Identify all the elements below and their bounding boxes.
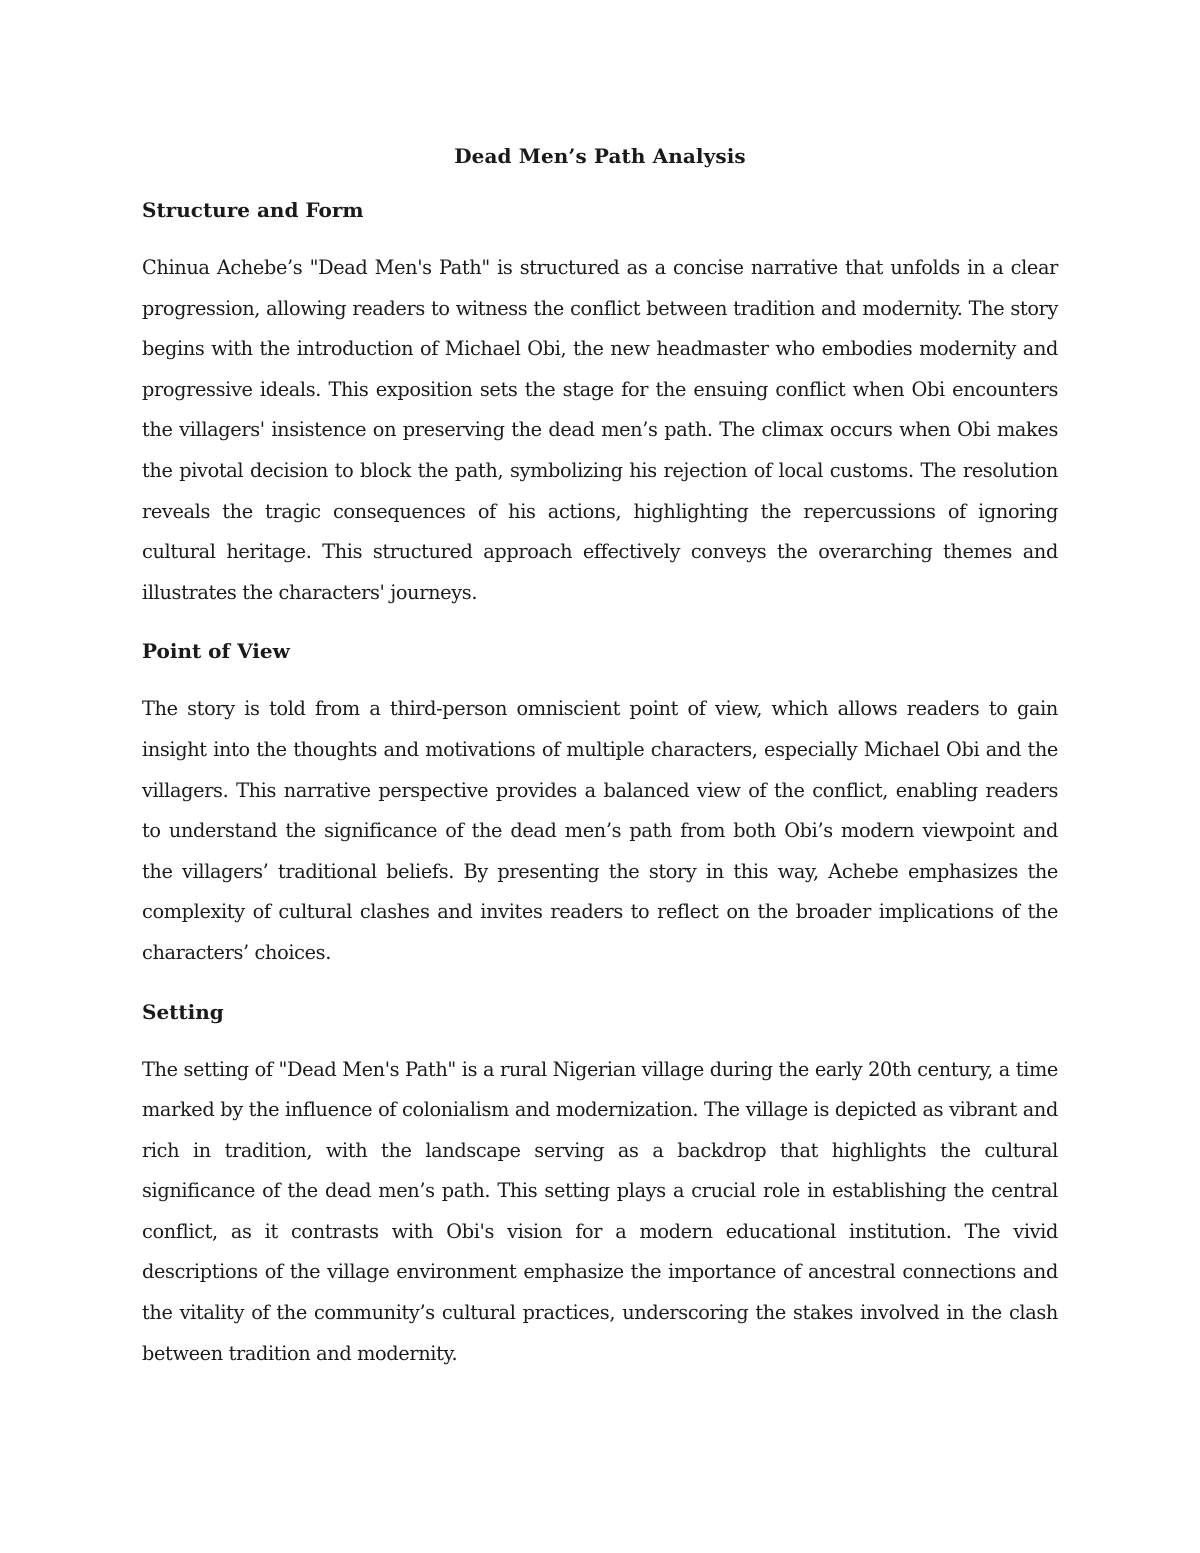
section-body-structure-and-form: Chinua Achebe’s "Dead Men's Path" is structured as a concise narrative that unfolds in a clear progression, allowing readers to witness the conflict between tradition and modernity. The story begins with the introduction of Michael Obi, the new headmaster who embodies modernity and progressive ideals. This exposition sets the stage for the ensuing conflict when Obi encounters the villagers' insistence on preserving the dead men’s path. The climax occurs when Obi makes the pivotal decision to block the path, symbolizing his rejection of local customs. The resolution reveals the tragic consequences of his actions, highlighting the repercussions of ignoring cultural heritage. This structured approach effectively conveys the overarching themes and illustrates the characters' journeys. [142,256,1058,604]
section-heading-point-of-view: Point of View [142,639,290,664]
section-heading-setting: Setting [142,999,224,1024]
section-body-setting: The setting of "Dead Men's Path" is a rural Nigerian village during the early 20th century, a time marked by the influence of colonialism and modernization. The village is depicted as vibrant and rich in tradition, with the landscape serving as a backdrop that highlights the cultural significance of the dead men’s path. This setting plays a crucial role in establishing the central conflict, as it contrasts with Obi's vision for a modern educational institution. The vivid descriptions of the village environment emphasize the importance of ancestral connections and the vitality of the community’s cultural practices, underscoring the stakes involved in the clash between tradition and modernity. [142,1057,1058,1365]
section-heading-structure-and-form: Structure and Form [142,198,364,222]
document-page [142,140,1058,1396]
section-body-point-of-view: The story is told from a third-person omniscient point of view, which allows readers to gain insight into the thoughts and motivations of multiple characters, especially Michael Obi and the villagers. This narrative perspective provides a balanced view of the conflict, enabling readers to understand the significance of the dead men’s path from both Obi’s modern viewpoint and the villagers’ traditional beliefs. By presenting the story in this way, Achebe emphasizes the complexity of cultural clashes and invites readers to reflect on the broader implications of the characters’ choices. [142,697,1058,964]
document-title: Dead Men’s Path Analysis [454,144,746,168]
